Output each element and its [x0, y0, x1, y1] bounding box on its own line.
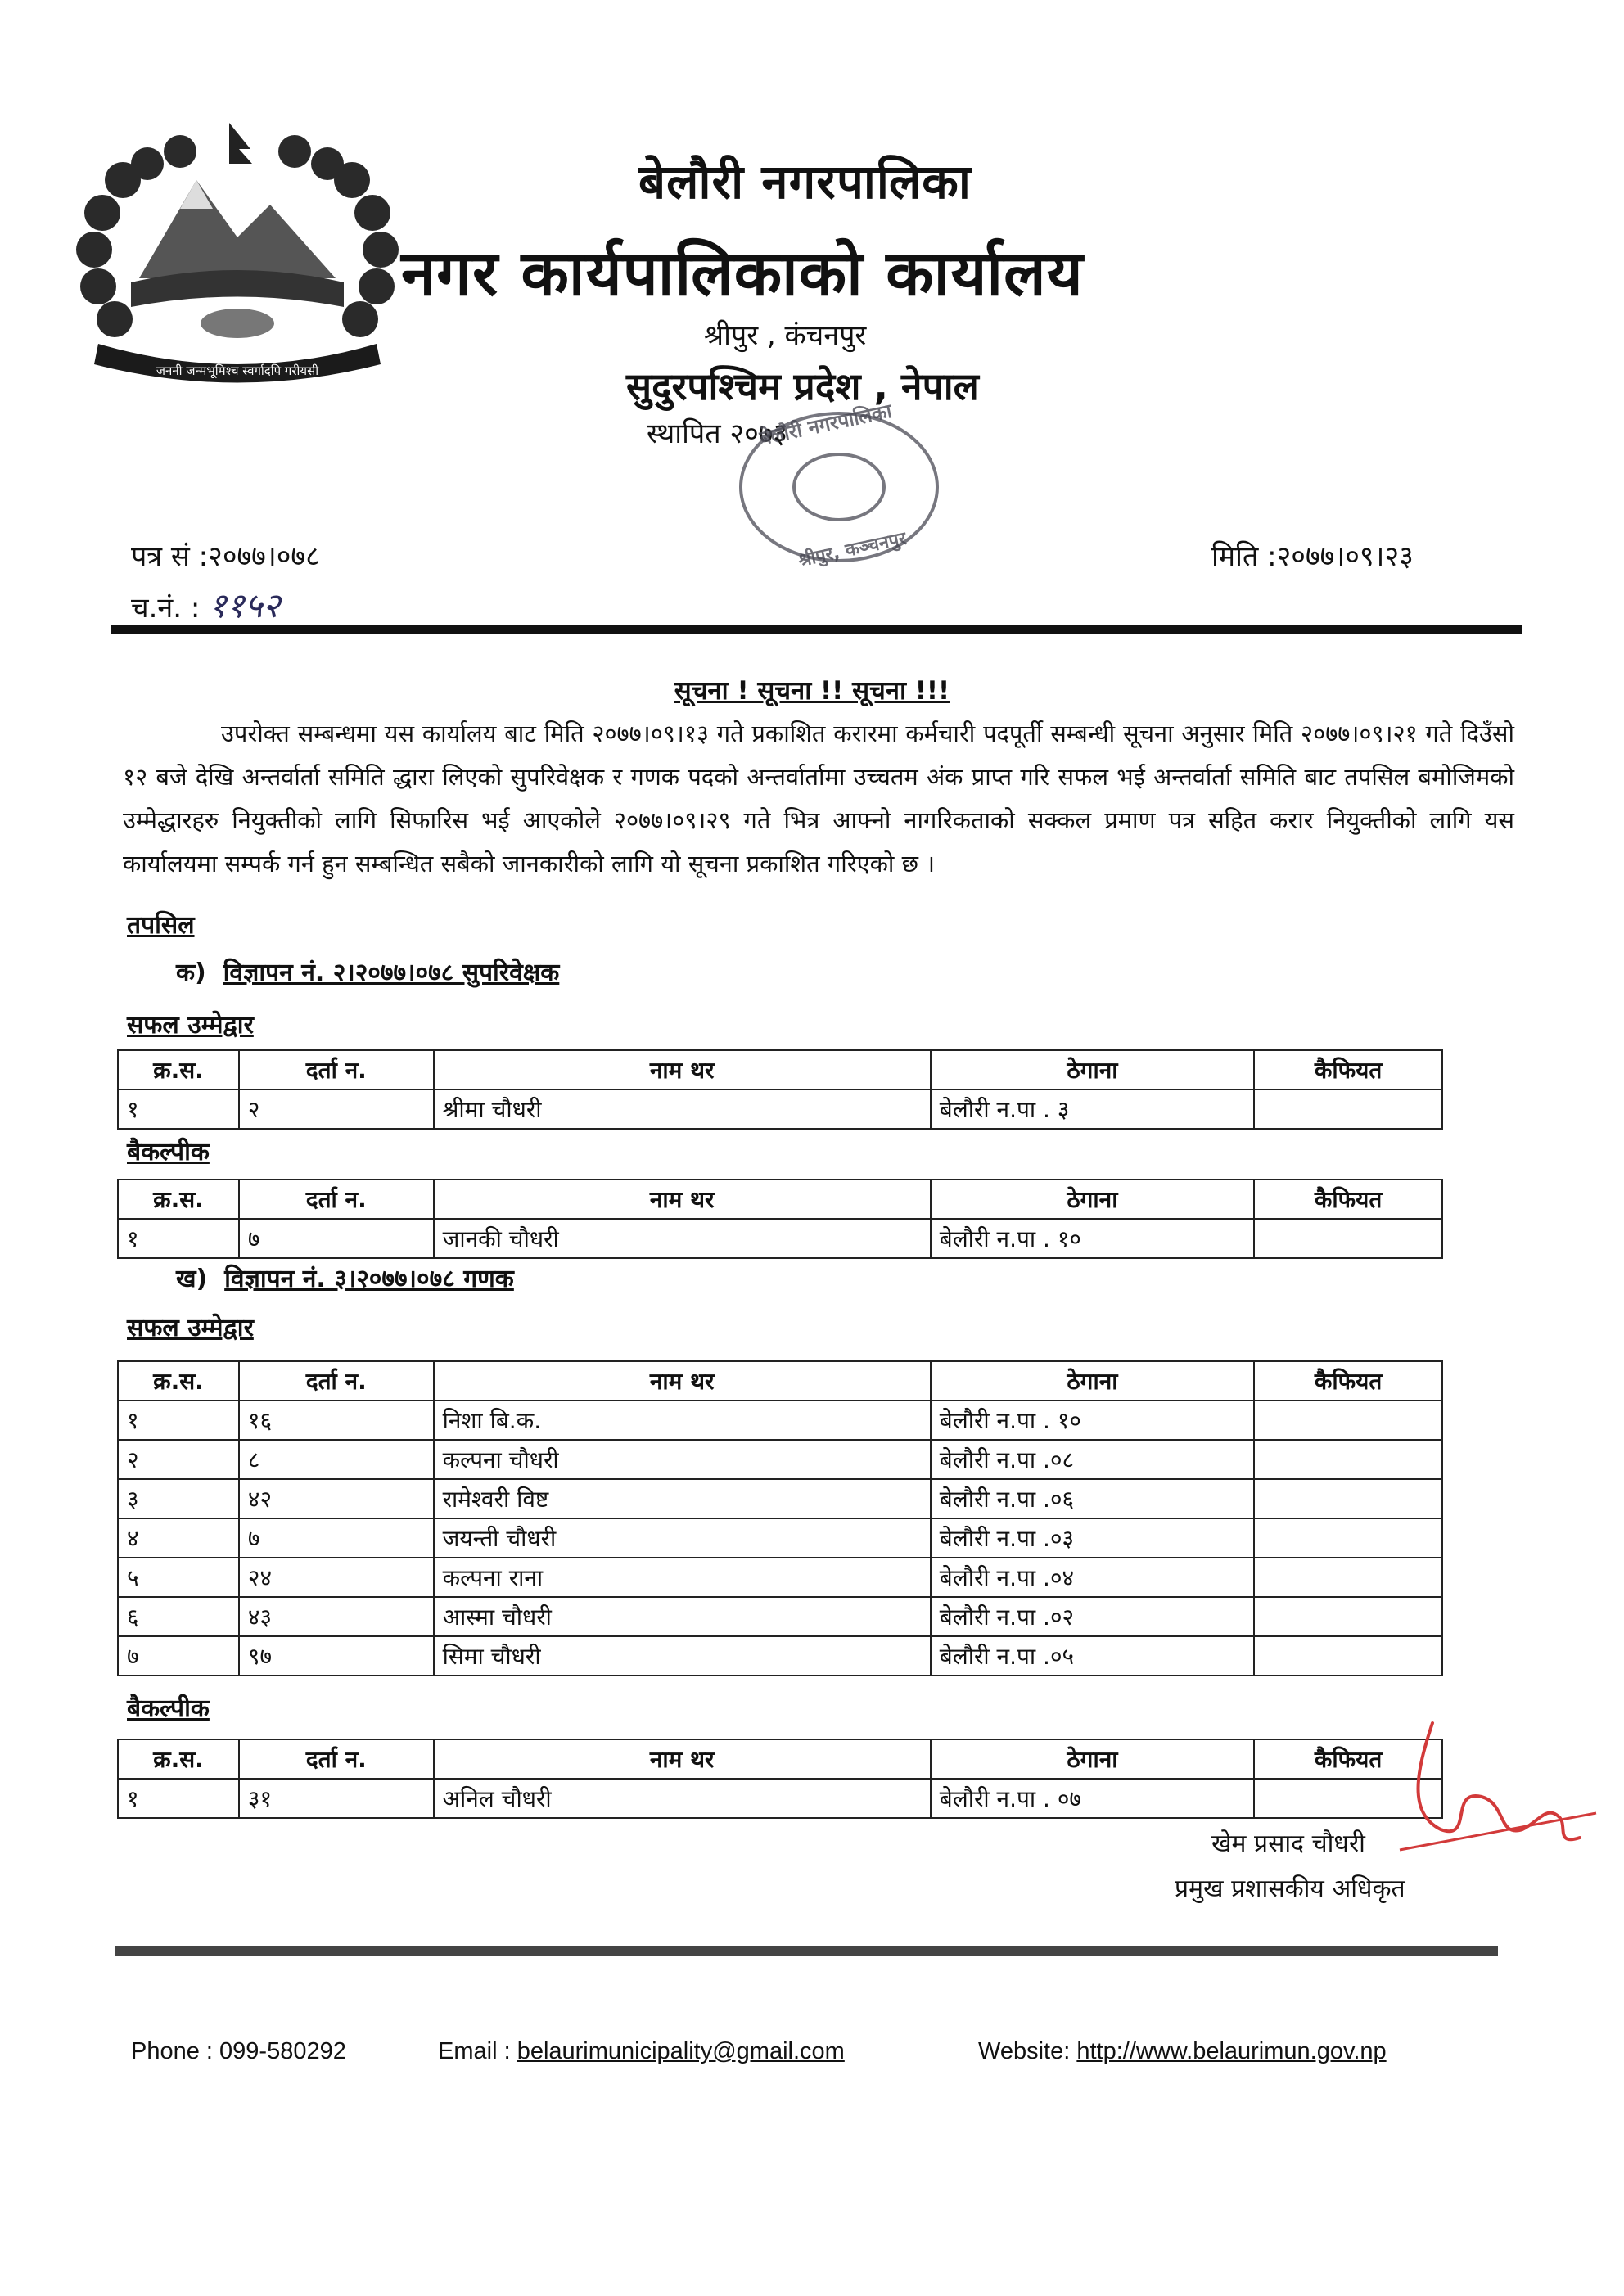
remarks-cell — [1254, 1636, 1442, 1676]
serial-number-cell: ६ — [118, 1597, 239, 1636]
name-cell: जानकी चौधरी — [434, 1219, 931, 1258]
serial-number-cell: १ — [118, 1401, 239, 1440]
column-header: क्र.स. — [118, 1361, 239, 1401]
svg-text:श्रीपुर, कञ्चनपुर: श्रीपुर, कञ्चनपुर — [796, 528, 909, 571]
column-header: दर्ता न. — [239, 1050, 434, 1089]
office-name: नगर कार्यपालिकाको कार्यालय — [401, 237, 1084, 309]
name-cell: जयन्ती चौधरी — [434, 1518, 931, 1558]
table-header-row — [118, 1739, 1442, 1779]
footer-divider — [115, 1946, 1498, 1956]
address-cell: बेलौरी न.पा .०६ — [931, 1479, 1254, 1518]
column-header: नाम थर — [434, 1180, 931, 1219]
dispatch-number-label: च.नं. : — [131, 592, 201, 625]
successful-label: सफल उम्मेद्वार — [127, 1011, 254, 1040]
notice-title: सूचना ! सूचना !! सूचना !!! — [674, 676, 950, 706]
table-header-row — [118, 1361, 1442, 1401]
emblem-logo — [65, 115, 409, 393]
table-row — [118, 1779, 1442, 1818]
table-row — [118, 1558, 1442, 1597]
phone-value: 099-580292 — [219, 2038, 346, 2064]
municipality-name: बेलौरी नगरपालिका — [638, 154, 972, 210]
dispatch-number-value: ११५२ — [209, 585, 281, 625]
kha-successful-table — [117, 1360, 1443, 1676]
successful-label: सफल उम्मेद्वार — [127, 1314, 254, 1342]
handwritten-signature — [1383, 1707, 1613, 1870]
section-kha-heading — [176, 1261, 514, 1294]
remarks-cell — [1254, 1440, 1442, 1479]
serial-number-cell: ५ — [118, 1558, 239, 1597]
header-divider — [111, 625, 1522, 634]
section-ka-prefix: क) — [176, 959, 206, 987]
column-header: ठेगाना — [931, 1050, 1254, 1089]
table-header-row — [118, 1180, 1442, 1219]
table-row — [118, 1401, 1442, 1440]
address-cell: बेलौरी न.पा . १० — [931, 1219, 1254, 1258]
svg-text:बेलौरी नगरपालिका: बेलौरी नगरपालिका — [757, 399, 895, 450]
letter-number-label: पत्र सं : — [131, 540, 209, 573]
column-header: ठेगाना — [931, 1361, 1254, 1401]
table-row — [118, 1636, 1442, 1676]
remarks-cell — [1254, 1597, 1442, 1636]
column-header: ठेगाना — [931, 1739, 1254, 1779]
address-cell: बेलौरी न.पा .०८ — [931, 1440, 1254, 1479]
table-row — [118, 1440, 1442, 1479]
column-header: कैफियत — [1254, 1180, 1442, 1219]
footer-website — [978, 2038, 1387, 2065]
ka-successful-table — [117, 1049, 1443, 1130]
serial-number-cell: १ — [118, 1219, 239, 1258]
address-cell: बेलौरी न.पा .०३ — [931, 1518, 1254, 1558]
email-link[interactable]: belaurimunicipality@gmail.com — [517, 2038, 845, 2064]
registration-number-cell: ४३ — [239, 1597, 434, 1636]
name-cell: कल्पना चौधरी — [434, 1440, 931, 1479]
letter-date-label: मिति : — [1211, 540, 1277, 573]
registration-number-cell: ३१ — [239, 1779, 434, 1818]
column-header: क्र.स. — [118, 1180, 239, 1219]
column-header: क्र.स. — [118, 1739, 239, 1779]
emblem-motto: जननी जन्मभूमिश्च स्वर्गादपि गरीयसी — [156, 363, 319, 378]
remarks-cell — [1254, 1089, 1442, 1129]
remarks-cell — [1254, 1558, 1442, 1597]
table-row — [118, 1089, 1442, 1129]
name-cell: रामेश्वरी विष्ट — [434, 1479, 931, 1518]
registration-number-cell: ९७ — [239, 1636, 434, 1676]
signatory-title: प्रमुख प्रशासकीय अधिकृत — [1175, 1874, 1405, 1903]
registration-number-cell: २ — [239, 1089, 434, 1129]
address-cell: बेलौरी न.पा .०२ — [931, 1597, 1254, 1636]
serial-number-cell: १ — [118, 1779, 239, 1818]
table-row — [118, 1219, 1442, 1258]
column-header: कैफियत — [1254, 1739, 1442, 1779]
column-header: क्र.स. — [118, 1050, 239, 1089]
column-header: ठेगाना — [931, 1180, 1254, 1219]
letter-date — [1211, 536, 1414, 574]
registration-number-cell: २४ — [239, 1558, 434, 1597]
website-link[interactable]: http://www.belaurimun.gov.np — [1076, 2038, 1387, 2064]
column-header: दर्ता न. — [239, 1739, 434, 1779]
remarks-cell — [1254, 1479, 1442, 1518]
address-cell: बेलौरी न.पा . ०७ — [931, 1779, 1254, 1818]
serial-number-cell: १ — [118, 1089, 239, 1129]
website-label: Website: — [978, 2038, 1077, 2064]
serial-number-cell: ३ — [118, 1479, 239, 1518]
column-header: नाम थर — [434, 1050, 931, 1089]
signatory-name: खेम प्रसाद चौधरी — [1211, 1829, 1365, 1858]
address-city: श्रीपुर , कंचनपुर — [704, 319, 867, 352]
section-kha-title: विज्ञापन नं. ३।२०७७।०७८ गणक — [224, 1265, 514, 1293]
name-cell: श्रीमा चौधरी — [434, 1089, 931, 1129]
table-row — [118, 1597, 1442, 1636]
address-cell: बेलौरी न.पा .०४ — [931, 1558, 1254, 1597]
serial-number-cell: ४ — [118, 1518, 239, 1558]
column-header: कैफियत — [1254, 1050, 1442, 1089]
table-row — [118, 1518, 1442, 1558]
name-cell: आस्मा चौधरी — [434, 1597, 931, 1636]
dispatch-number — [131, 581, 281, 628]
registration-number-cell: ७ — [239, 1518, 434, 1558]
letter-number — [131, 536, 320, 574]
table-header-row — [118, 1050, 1442, 1089]
phone-label: Phone : — [131, 2038, 220, 2064]
section-kha-prefix: ख) — [176, 1265, 208, 1293]
alternate-label: बैकल्पीक — [127, 1694, 210, 1723]
section-ka-heading — [176, 954, 559, 988]
column-header: नाम थर — [434, 1739, 931, 1779]
column-header: कैफियत — [1254, 1361, 1442, 1401]
registration-number-cell: ८ — [239, 1440, 434, 1479]
section-ka-title: विज्ञापन नं. २।२०७७।०७८ सुपरिवेक्षक — [223, 959, 560, 987]
footer-phone — [131, 2038, 346, 2065]
column-header: दर्ता न. — [239, 1180, 434, 1219]
letter-number-value: २०७७।०७८ — [208, 540, 320, 573]
registration-number-cell: १६ — [239, 1401, 434, 1440]
name-cell: सिमा चौधरी — [434, 1636, 931, 1676]
kha-alternate-table — [117, 1739, 1443, 1819]
notice-paragraph: उपरोक्त सम्बन्धमा यस कार्यालय बाट मिति २०७७।०९।१३ गते प्रकाशित करारमा कर्मचारी पदपूर्ती सम्बन्धी सूचना अनुसार मिति २०७७।०९।२१ गते दिउँसो १२ बजे देखि अन्तर्वार्ता समिति द्धारा लिएको सुपरिवेक्षक र गणक पदको अन्तर्वार्तामा उच्चतम अंक प्राप्त गरि सफल भई अन्तर्वार्ता समिति बाट तपसिल बमोजिमको उम्मेद्धारहरु नियुक्तीको लागि सिफारिस भई आएकोले २०७७।०९।२९ गते भित्र आफ्नो नागरिकताको सक्कल प्रमाण पत्र सहित करार नियुक्तीको लागि यस कार्यालयमा सम्पर्क गर्न हुन सम्बन्धित सबैको जानकारीको लागि यो सूचना प्रकाशित गरिएको छ । — [123, 719, 1514, 877]
column-header: नाम थर — [434, 1361, 931, 1401]
office-stamp — [712, 393, 966, 581]
name-cell: अनिल चौधरी — [434, 1779, 931, 1818]
name-cell: कल्पना राना — [434, 1558, 931, 1597]
column-header: दर्ता न. — [239, 1361, 434, 1401]
serial-number-cell: ७ — [118, 1636, 239, 1676]
remarks-cell — [1254, 1518, 1442, 1558]
address-cell: बेलौरी न.पा . १० — [931, 1401, 1254, 1440]
alternate-label: बैकल्पीक — [127, 1138, 210, 1166]
ka-alternate-table — [117, 1179, 1443, 1259]
serial-number-cell: २ — [118, 1440, 239, 1479]
remarks-cell — [1254, 1401, 1442, 1440]
address-cell: बेलौरी न.पा .०५ — [931, 1636, 1254, 1676]
established-year: स्थापित २०७३ — [647, 417, 788, 450]
schedule-heading: तपसिल — [127, 911, 195, 940]
table-row — [118, 1479, 1442, 1518]
address-cell: बेलौरी न.पा . ३ — [931, 1089, 1254, 1129]
address-province: सुदुरपश्चिम प्रदेश , नेपाल — [626, 364, 979, 408]
name-cell: निशा बि.क. — [434, 1401, 931, 1440]
letter-date-value: २०७७।०९।२३ — [1276, 540, 1414, 573]
registration-number-cell: ४२ — [239, 1479, 434, 1518]
email-label: Email : — [438, 2038, 517, 2064]
footer-email — [438, 2038, 845, 2065]
registration-number-cell: ७ — [239, 1219, 434, 1258]
remarks-cell — [1254, 1219, 1442, 1258]
